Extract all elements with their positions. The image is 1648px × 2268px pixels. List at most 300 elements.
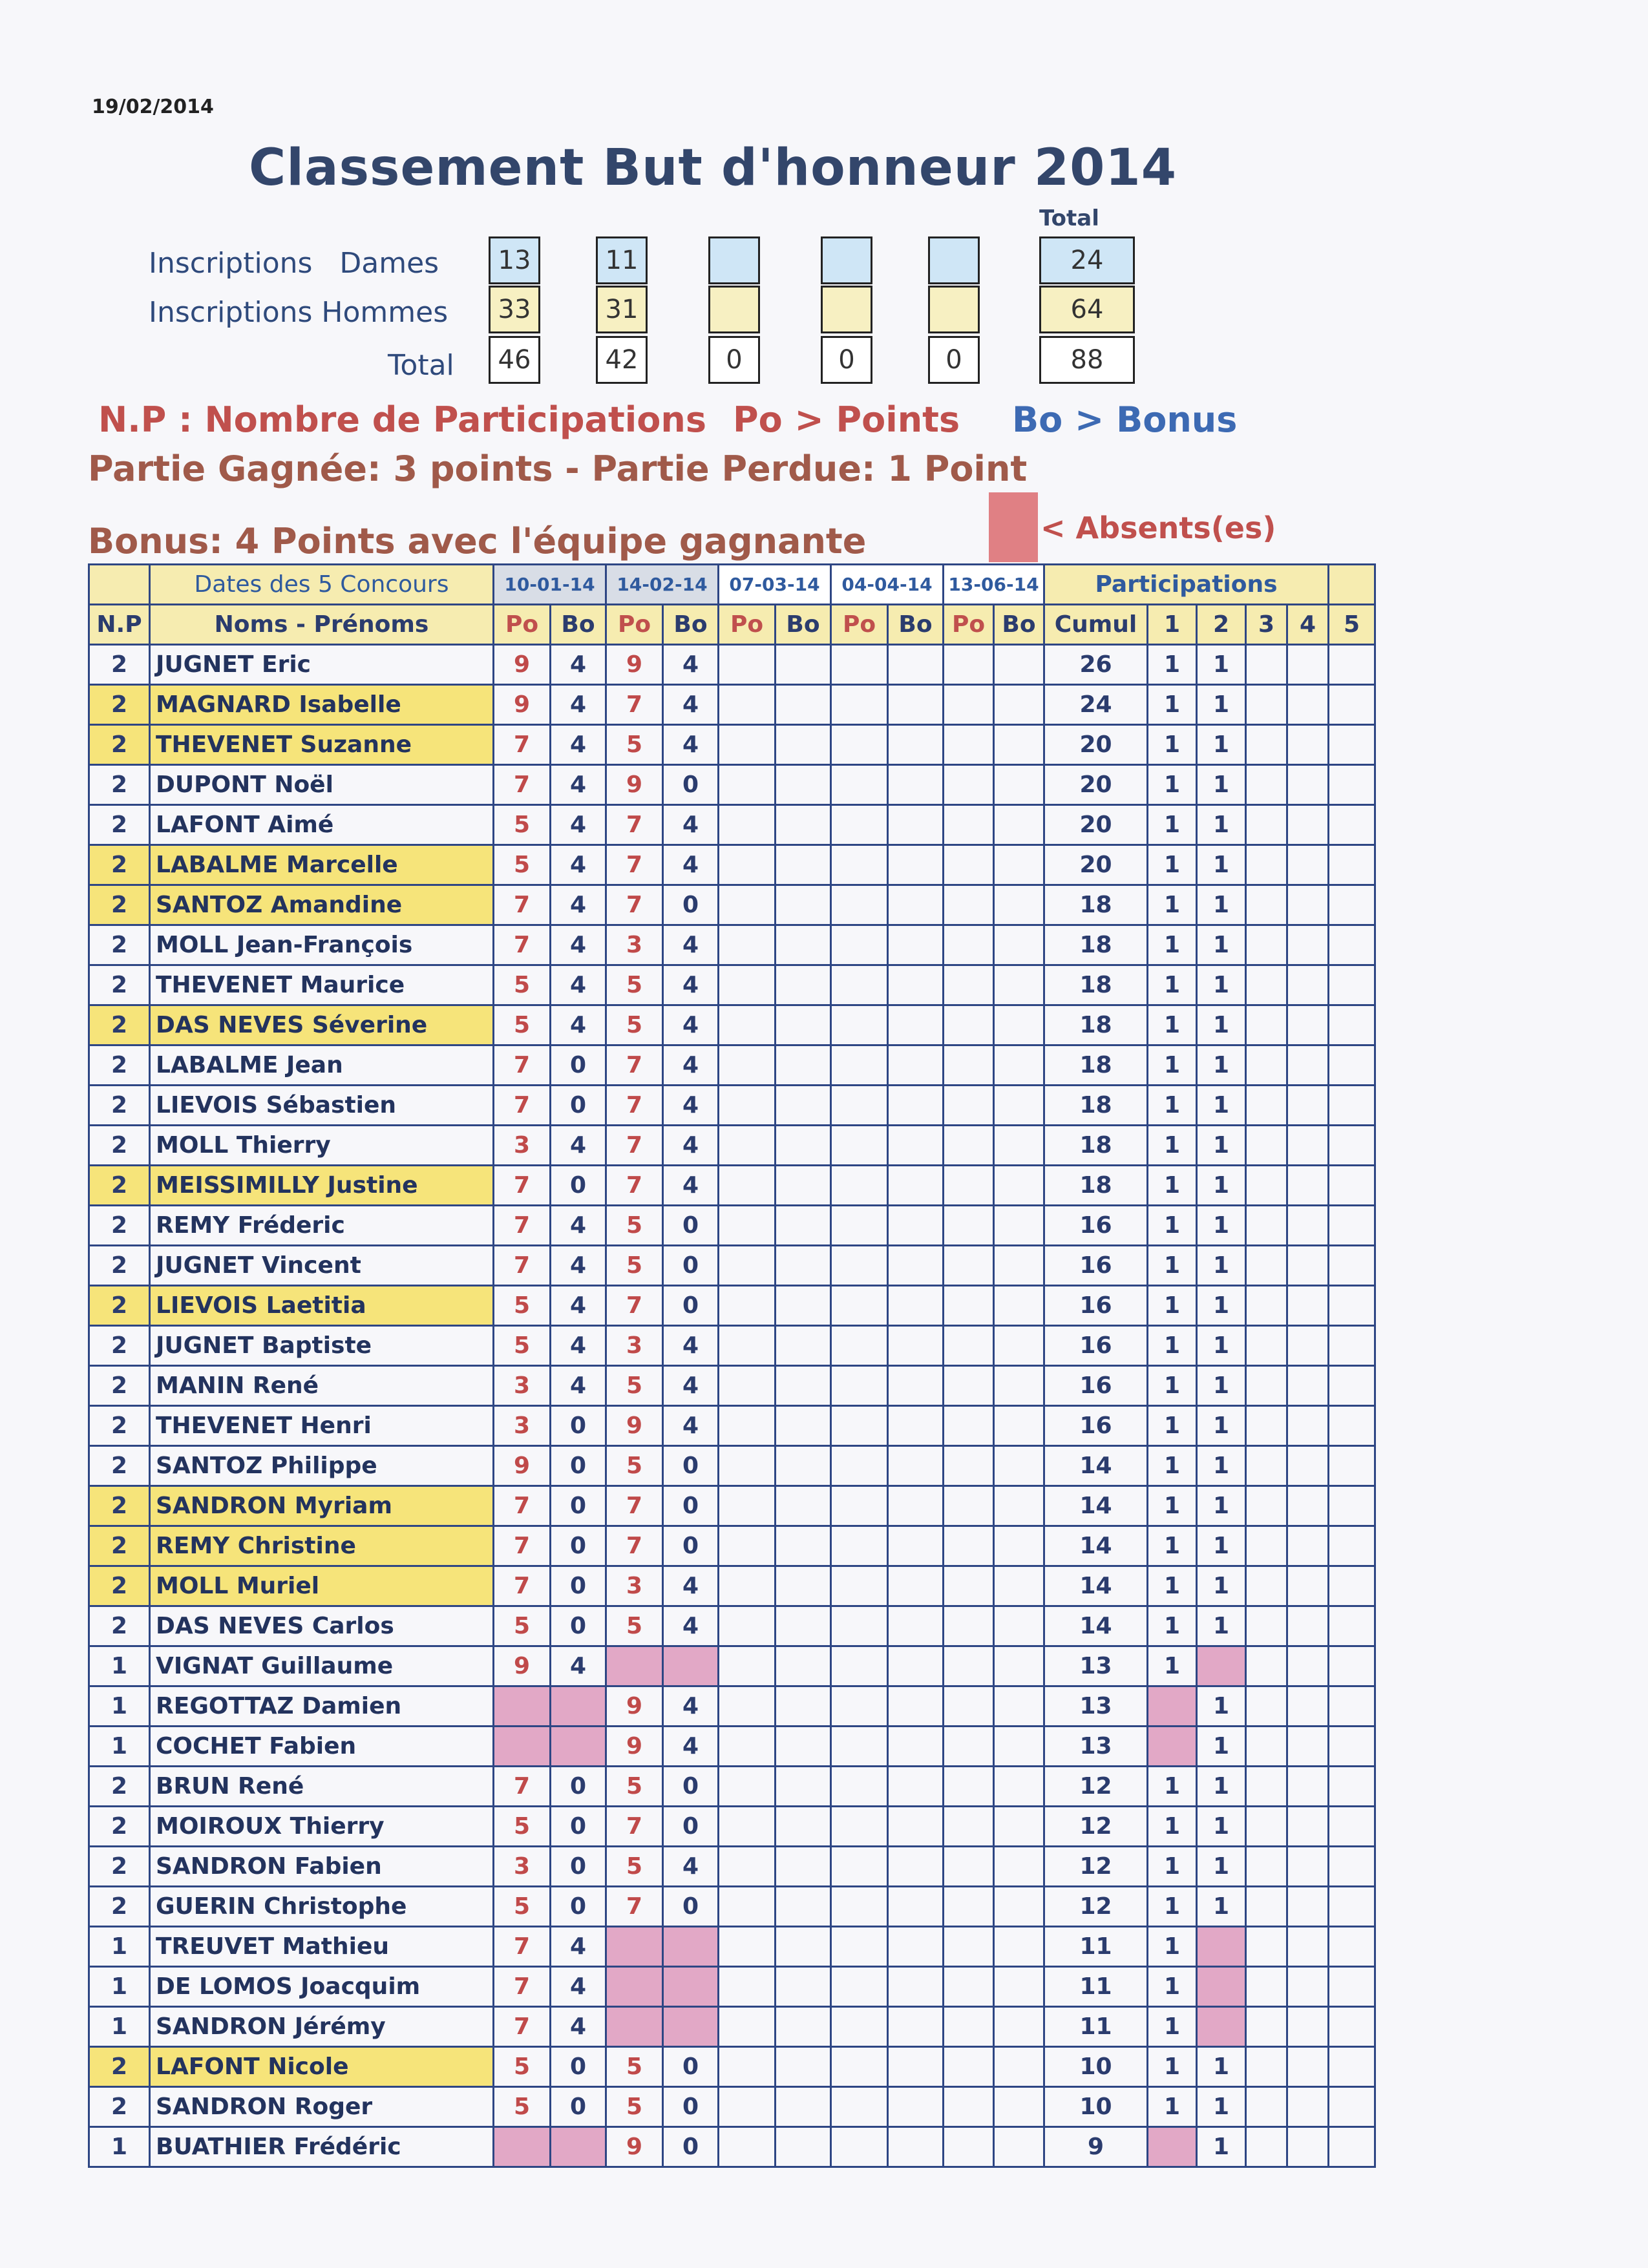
empty-cell <box>719 1166 776 1206</box>
points-cell: 7 <box>606 1887 663 1927</box>
empty-cell <box>1329 1606 1375 1646</box>
empty-cell <box>944 1326 994 1366</box>
empty-cell <box>888 725 944 765</box>
empty-cell <box>994 1566 1044 1606</box>
empty-cell <box>831 1887 888 1927</box>
summary-value-cell: 33 <box>489 286 540 333</box>
participation-cell: 1 <box>1148 645 1197 685</box>
bonus-cell: 0 <box>551 1887 606 1927</box>
empty-cell <box>888 1847 944 1887</box>
player-name: MOLL Muriel <box>150 1566 494 1606</box>
participation-cell: 1 <box>1197 2087 1246 2127</box>
participation-col-header: 4 <box>1287 605 1329 645</box>
table-row <box>89 1366 1375 1406</box>
summary-value-cell: 0 <box>708 336 760 384</box>
empty-cell <box>1329 1967 1375 2007</box>
player-name: MOLL Jean-François <box>150 925 494 965</box>
bonus-cell: 4 <box>551 685 606 725</box>
document-date: 19/02/2014 <box>92 96 214 118</box>
empty-cell <box>888 1446 944 1486</box>
empty-cell <box>1246 685 1287 725</box>
empty-cell <box>888 1887 944 1927</box>
participation-cell: 1 <box>1148 885 1197 925</box>
empty-cell <box>994 1847 1044 1887</box>
points-cell: 7 <box>606 1126 663 1166</box>
cumul-cell: 13 <box>1044 1646 1148 1686</box>
table-row <box>89 1486 1375 1526</box>
cumul-cell: 16 <box>1044 1206 1148 1246</box>
empty-cell <box>1329 1646 1375 1686</box>
empty-cell <box>831 1767 888 1807</box>
empty-cell <box>944 1526 994 1566</box>
empty-cell <box>944 1606 994 1646</box>
empty-cell <box>1246 1967 1287 2007</box>
bonus-cell: 4 <box>663 1686 719 1727</box>
empty-cell <box>944 1086 994 1126</box>
points-cell: 7 <box>606 685 663 725</box>
empty-cell <box>944 725 994 765</box>
empty-cell <box>1287 2007 1329 2047</box>
np-cell: 2 <box>89 1606 150 1646</box>
bonus-cell: 4 <box>551 725 606 765</box>
empty-cell <box>1246 885 1287 925</box>
table-row <box>89 1847 1375 1887</box>
empty-cell <box>1329 1767 1375 1807</box>
np-cell: 2 <box>89 1326 150 1366</box>
empty-cell <box>994 1005 1044 1045</box>
cumul-cell: 11 <box>1044 1967 1148 2007</box>
empty-cell <box>776 1166 831 1206</box>
table-row <box>89 1045 1375 1086</box>
table-row <box>89 805 1375 845</box>
bonus-cell: 0 <box>663 885 719 925</box>
empty-cell <box>831 1566 888 1606</box>
empty-cell <box>831 1206 888 1246</box>
empty-cell <box>1329 1326 1375 1366</box>
bonus-cell: 4 <box>663 925 719 965</box>
empty-cell <box>888 1727 944 1767</box>
empty-cell <box>944 1045 994 1086</box>
points-cell: 7 <box>494 1086 551 1126</box>
empty-cell <box>1287 965 1329 1005</box>
cumul-cell: 16 <box>1044 1286 1148 1326</box>
player-name: MEISSIMILLY Justine <box>150 1166 494 1206</box>
summary-value-cell <box>708 286 760 333</box>
player-name: THEVENET Suzanne <box>150 725 494 765</box>
participation-cell: 1 <box>1148 1526 1197 1566</box>
bonus-cell: 4 <box>551 1967 606 2007</box>
player-name: SANTOZ Philippe <box>150 1446 494 1486</box>
empty-cell <box>888 925 944 965</box>
points-cell: 5 <box>494 1606 551 1646</box>
empty-cell <box>1246 1927 1287 1967</box>
empty-cell <box>719 1606 776 1646</box>
table-row <box>89 725 1375 765</box>
participation-cell: 1 <box>1148 965 1197 1005</box>
bonus-cell: 0 <box>663 2087 719 2127</box>
empty-cell <box>1329 1166 1375 1206</box>
participation-cell: 1 <box>1148 1406 1197 1446</box>
bo-header: Bo <box>888 605 944 645</box>
points-cell: 5 <box>606 1847 663 1887</box>
empty-cell <box>1287 2127 1329 2167</box>
empty-cell <box>776 845 831 885</box>
points-cell: 9 <box>606 1686 663 1727</box>
summary-value-cell: 11 <box>596 236 648 284</box>
empty-cell <box>944 1566 994 1606</box>
table-row <box>89 925 1375 965</box>
np-cell: 2 <box>89 1526 150 1566</box>
participation-cell: 1 <box>1148 1767 1197 1807</box>
bo-header: Bo <box>994 605 1044 645</box>
empty-cell <box>888 1166 944 1206</box>
empty-cell <box>1287 1406 1329 1446</box>
empty-cell <box>1329 1486 1375 1526</box>
bo-header: Bo <box>663 605 719 645</box>
empty-cell <box>994 1045 1044 1086</box>
summary-value-cell: 0 <box>928 336 980 384</box>
bonus-cell: 4 <box>663 725 719 765</box>
empty-cell <box>1329 2007 1375 2047</box>
empty-cell <box>776 1526 831 1566</box>
cumul-cell: 14 <box>1044 1486 1148 1526</box>
empty-cell <box>831 645 888 685</box>
empty-cell <box>776 1486 831 1526</box>
empty-cell <box>1329 805 1375 845</box>
empty-cell <box>944 925 994 965</box>
participation-cell: 1 <box>1197 765 1246 805</box>
empty-cell <box>944 1206 994 1246</box>
absent-cell <box>551 2127 606 2167</box>
empty-cell <box>776 1566 831 1606</box>
empty-cell <box>719 1246 776 1286</box>
empty-cell <box>994 1286 1044 1326</box>
absent-participation-cell <box>1197 1967 1246 2007</box>
date-col-1: 10-01-14 <box>494 565 606 605</box>
table-row <box>89 1807 1375 1847</box>
empty-cell <box>831 1286 888 1326</box>
cumul-cell: 16 <box>1044 1246 1148 1286</box>
cumul-cell: 18 <box>1044 885 1148 925</box>
np-cell: 2 <box>89 1767 150 1807</box>
np-cell: 2 <box>89 2047 150 2087</box>
summary-row-label: Inscriptions Hommes <box>149 296 449 329</box>
absent-cell <box>494 2127 551 2167</box>
empty-cell <box>994 2007 1044 2047</box>
empty-cell <box>994 1686 1044 1727</box>
np-cell: 2 <box>89 1005 150 1045</box>
points-cell: 5 <box>606 1446 663 1486</box>
empty-cell <box>719 965 776 1005</box>
date-col-2: 14-02-14 <box>606 565 719 605</box>
cumul-cell: 13 <box>1044 1686 1148 1727</box>
empty-cell <box>1287 845 1329 885</box>
points-cell: 7 <box>606 845 663 885</box>
summary-total-cell: 24 <box>1039 236 1135 284</box>
points-cell: 5 <box>494 1807 551 1847</box>
empty-cell <box>888 1967 944 2007</box>
empty-cell <box>1287 885 1329 925</box>
empty-cell <box>1329 645 1375 685</box>
empty-cell <box>719 1727 776 1767</box>
empty-cell <box>944 2127 994 2167</box>
participation-cell: 1 <box>1148 1807 1197 1847</box>
empty-cell <box>944 645 994 685</box>
player-name: DUPONT Noël <box>150 765 494 805</box>
np-cell: 2 <box>89 1807 150 1847</box>
cumul-cell: 14 <box>1044 1446 1148 1486</box>
cumul-cell: 18 <box>1044 1126 1148 1166</box>
empty-cell <box>1329 1045 1375 1086</box>
table-row <box>89 765 1375 805</box>
bonus-cell: 4 <box>551 1366 606 1406</box>
empty-cell <box>719 1086 776 1126</box>
participation-cell: 1 <box>1148 1005 1197 1045</box>
participations-label: Participations <box>1044 565 1329 605</box>
empty-cell <box>994 685 1044 725</box>
points-cell: 7 <box>494 1967 551 2007</box>
empty-cell <box>1246 1526 1287 1566</box>
empty-cell <box>994 1126 1044 1166</box>
participation-cell: 1 <box>1197 1847 1246 1887</box>
name-header: Noms - Prénoms <box>150 605 494 645</box>
cumul-cell: 26 <box>1044 645 1148 685</box>
empty-cell <box>1246 1486 1287 1526</box>
cumul-cell: 14 <box>1044 1566 1148 1606</box>
empty-cell <box>1287 805 1329 845</box>
participation-cell: 1 <box>1197 1887 1246 1927</box>
participation-cell: 1 <box>1148 1166 1197 1206</box>
empty-cell <box>1246 1326 1287 1366</box>
bonus-cell: 0 <box>551 1566 606 1606</box>
table-row <box>89 1646 1375 1686</box>
empty-cell <box>719 2047 776 2087</box>
empty-cell <box>1329 1727 1375 1767</box>
header-blank <box>89 565 150 605</box>
points-cell: 7 <box>494 765 551 805</box>
empty-cell <box>1246 1206 1287 1246</box>
np-cell: 1 <box>89 1686 150 1727</box>
empty-cell <box>776 2047 831 2087</box>
empty-cell <box>1329 1887 1375 1927</box>
empty-cell <box>1329 1526 1375 1566</box>
bonus-cell: 4 <box>663 1847 719 1887</box>
points-cell: 9 <box>606 1406 663 1446</box>
empty-cell <box>888 1406 944 1446</box>
participation-cell: 1 <box>1197 1206 1246 1246</box>
empty-cell <box>994 2127 1044 2167</box>
participation-cell: 1 <box>1197 1686 1246 1727</box>
empty-cell <box>719 1005 776 1045</box>
np-cell: 1 <box>89 2127 150 2167</box>
empty-cell <box>776 1406 831 1446</box>
empty-cell <box>719 1406 776 1446</box>
empty-cell <box>994 805 1044 845</box>
participation-cell: 1 <box>1197 1526 1246 1566</box>
empty-cell <box>831 1166 888 1206</box>
points-cell: 7 <box>494 1166 551 1206</box>
empty-cell <box>944 845 994 885</box>
points-cell: 3 <box>606 1326 663 1366</box>
empty-cell <box>994 1606 1044 1646</box>
table-row <box>89 885 1375 925</box>
bonus-rule: Bonus: 4 Points avec l'équipe gagnante <box>88 521 867 562</box>
participation-cell: 1 <box>1148 1927 1197 1967</box>
bonus-cell: 4 <box>663 1406 719 1446</box>
bonus-cell: 4 <box>663 1566 719 1606</box>
empty-cell <box>994 1767 1044 1807</box>
empty-cell <box>1329 1366 1375 1406</box>
bonus-cell: 0 <box>663 2127 719 2167</box>
cumul-cell: 14 <box>1044 1526 1148 1566</box>
points-cell: 3 <box>494 1406 551 1446</box>
cumul-cell: 20 <box>1044 765 1148 805</box>
player-name: LIEVOIS Sébastien <box>150 1086 494 1126</box>
bo-header: Bo <box>551 605 606 645</box>
empty-cell <box>1246 1406 1287 1446</box>
empty-cell <box>719 1286 776 1326</box>
points-cell: 5 <box>494 2047 551 2087</box>
empty-cell <box>994 2047 1044 2087</box>
table-row <box>89 1887 1375 1927</box>
bonus-cell: 4 <box>551 805 606 845</box>
bonus-cell: 0 <box>551 1486 606 1526</box>
empty-cell <box>1287 1686 1329 1727</box>
empty-cell <box>994 1526 1044 1566</box>
empty-cell <box>831 1446 888 1486</box>
participation-cell: 1 <box>1148 1246 1197 1286</box>
player-name: THEVENET Maurice <box>150 965 494 1005</box>
empty-cell <box>831 725 888 765</box>
empty-cell <box>1287 685 1329 725</box>
summary-row-label: Total <box>388 349 454 382</box>
table-row <box>89 1005 1375 1045</box>
empty-cell <box>831 1366 888 1406</box>
bonus-cell: 4 <box>663 1326 719 1366</box>
player-name: TREUVET Mathieu <box>150 1927 494 1967</box>
participation-cell: 1 <box>1197 2127 1246 2167</box>
empty-cell <box>831 1927 888 1967</box>
points-cell: 3 <box>606 925 663 965</box>
summary-value-cell: 0 <box>821 336 872 384</box>
empty-cell <box>888 2127 944 2167</box>
participation-cell: 1 <box>1197 1286 1246 1326</box>
table-row <box>89 2047 1375 2087</box>
absent-participation-cell <box>1148 1686 1197 1727</box>
bonus-cell: 4 <box>551 925 606 965</box>
empty-cell <box>944 1967 994 2007</box>
cumul-cell: 9 <box>1044 2127 1148 2167</box>
empty-cell <box>888 805 944 845</box>
empty-cell <box>1287 1606 1329 1646</box>
points-cell: 9 <box>606 1727 663 1767</box>
empty-cell <box>776 1606 831 1646</box>
empty-cell <box>994 1807 1044 1847</box>
np-cell: 2 <box>89 1166 150 1206</box>
cumul-cell: 18 <box>1044 1045 1148 1086</box>
legend-absent: < Absents(es) <box>1041 510 1276 545</box>
empty-cell <box>888 1767 944 1807</box>
bonus-cell: 0 <box>551 1166 606 1206</box>
empty-cell <box>719 2087 776 2127</box>
empty-cell <box>944 1166 994 1206</box>
np-cell: 2 <box>89 965 150 1005</box>
points-cell: 7 <box>494 2007 551 2047</box>
empty-cell <box>719 1486 776 1526</box>
empty-cell <box>719 1686 776 1727</box>
absent-participation-cell <box>1197 1646 1246 1686</box>
points-cell: 5 <box>494 845 551 885</box>
participation-cell: 1 <box>1148 1366 1197 1406</box>
cumul-cell: 10 <box>1044 2047 1148 2087</box>
table-row <box>89 1206 1375 1246</box>
empty-cell <box>831 1086 888 1126</box>
ranking-table <box>88 563 1376 2168</box>
points-cell: 9 <box>606 2127 663 2167</box>
participation-cell: 1 <box>1148 2047 1197 2087</box>
points-cell: 5 <box>494 2087 551 2127</box>
participation-cell: 1 <box>1197 1045 1246 1086</box>
empty-cell <box>1329 1566 1375 1606</box>
bonus-cell: 0 <box>551 1767 606 1807</box>
empty-cell <box>1287 725 1329 765</box>
participation-cell: 1 <box>1197 2047 1246 2087</box>
cumul-cell: 18 <box>1044 1166 1148 1206</box>
absent-cell <box>663 2007 719 2047</box>
np-cell: 1 <box>89 1727 150 1767</box>
cumul-cell: 18 <box>1044 925 1148 965</box>
summary-value-cell <box>821 236 872 284</box>
player-name: MANIN René <box>150 1366 494 1406</box>
points-cell: 7 <box>494 1566 551 1606</box>
summary-total-cell: 64 <box>1039 286 1135 333</box>
empty-cell <box>1287 2087 1329 2127</box>
summary-value-cell: 42 <box>596 336 648 384</box>
empty-cell <box>888 1807 944 1847</box>
points-cell: 5 <box>606 1206 663 1246</box>
np-cell: 2 <box>89 1486 150 1526</box>
participation-cell: 1 <box>1197 805 1246 845</box>
cumul-cell: 14 <box>1044 1606 1148 1646</box>
player-name: JUGNET Eric <box>150 645 494 685</box>
participation-cell: 1 <box>1197 1727 1246 1767</box>
empty-cell <box>1246 925 1287 965</box>
empty-cell <box>719 1206 776 1246</box>
bonus-cell: 4 <box>663 1086 719 1126</box>
cumul-cell: 24 <box>1044 685 1148 725</box>
bonus-cell: 4 <box>663 1606 719 1646</box>
empty-cell <box>776 1887 831 1927</box>
empty-cell <box>944 805 994 845</box>
empty-cell <box>719 1126 776 1166</box>
table-header-columns <box>89 605 1375 645</box>
empty-cell <box>994 1366 1044 1406</box>
empty-cell <box>1246 1646 1287 1686</box>
player-name: SANDRON Fabien <box>150 1847 494 1887</box>
participation-cell: 1 <box>1197 965 1246 1005</box>
empty-cell <box>776 1045 831 1086</box>
empty-cell <box>831 1646 888 1686</box>
np-cell: 2 <box>89 1366 150 1406</box>
bonus-cell: 4 <box>551 765 606 805</box>
bonus-cell: 0 <box>663 1206 719 1246</box>
empty-cell <box>994 965 1044 1005</box>
participation-cell: 1 <box>1197 1366 1246 1406</box>
table-row <box>89 1446 1375 1486</box>
empty-cell <box>888 1646 944 1686</box>
bonus-cell: 4 <box>663 1727 719 1767</box>
po-header: Po <box>494 605 551 645</box>
